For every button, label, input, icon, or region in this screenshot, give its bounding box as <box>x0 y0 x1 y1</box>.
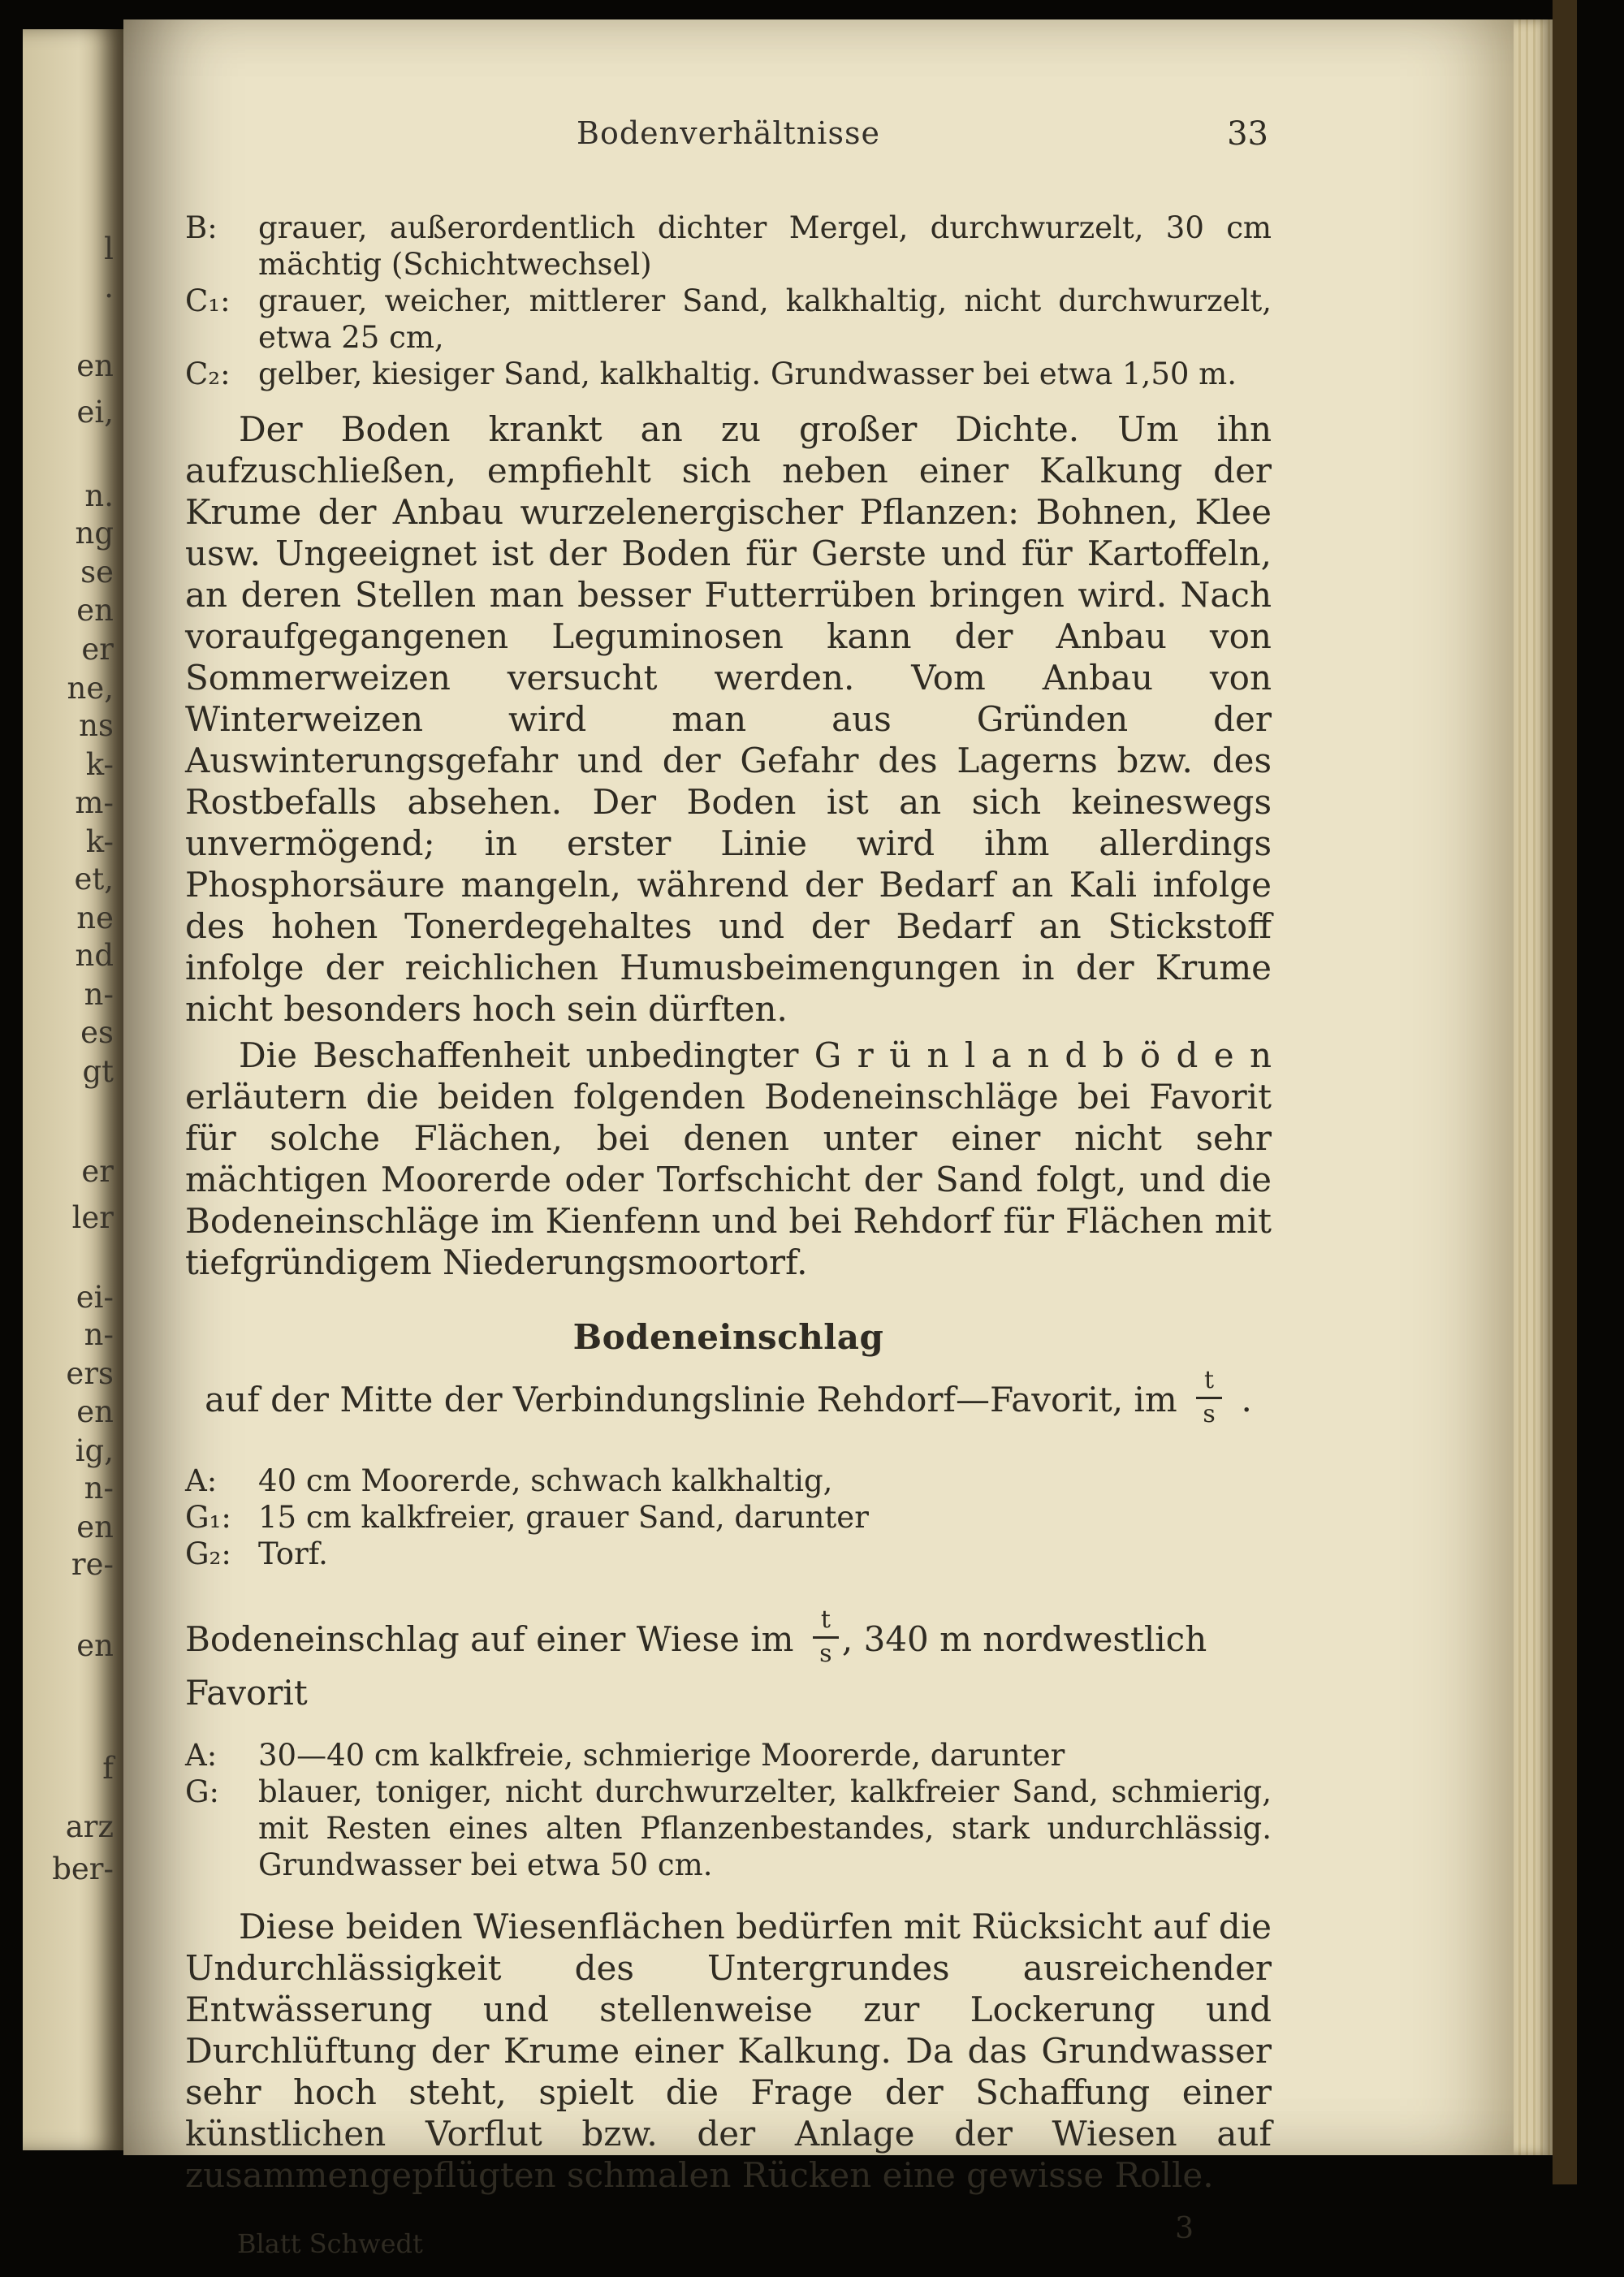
cutoff-line-fragment: se <box>80 555 114 590</box>
cutoff-line-fragment: en <box>76 1394 114 1429</box>
section-heading-wiese <box>185 1605 1272 1713</box>
cutoff-line-fragment: er <box>81 1154 114 1189</box>
running-head: Bodenverhältnisse <box>577 115 880 151</box>
cutoff-line-fragment: nd <box>75 938 114 973</box>
paragraph-drainage: Diese beiden Wiesenflächen bedürfen mit Rücksicht auf die Undurchlässigkeit des Untergrundes ausreichender Entwässerung und stellenweise zur Lockerung und Durchlüftung der Krume einer Kalkung. Da das Grundwasser sehr hoch steht, spielt die Frage der Schaffung einer künstlichen Vorflut bzw. der Anlage der Wiesen auf zusammengepflügten schmalen Rücken eine gewisse Rolle. <box>185 1907 1272 2195</box>
list-item-text: grauer, außerordentlich dichter Mergel, durchwurzelt, 30 cm mächtig (Schichtwechsel) <box>258 210 1272 282</box>
list-item <box>185 1774 1272 1883</box>
cutoff-line-fragment: ler <box>71 1200 114 1235</box>
cutoff-line-fragment: ng <box>75 516 114 551</box>
list-item <box>185 1737 1272 1774</box>
wiese-heading-suffix: , 340 m nordwestlich Favorit <box>185 1619 1207 1713</box>
cover-edge <box>1553 0 1577 2184</box>
list-item-label: B: <box>185 210 218 245</box>
list-item-text: 15 cm kalkfreier, grauer Sand, darunter <box>258 1500 869 1535</box>
fraction-t-over-s <box>813 1606 839 1668</box>
list-item-text: blauer, toniger, nicht durchwurzelter, kalkfreier Sand, schmierig, mit Resten eines alten Pflanzenbestandes, stark undurchlässig. Grundwasser bei etwa 50 cm. <box>258 1774 1272 1882</box>
list-item <box>185 1463 1272 1499</box>
section-subtitle <box>185 1366 1272 1433</box>
cutoff-line-fragment: k- <box>85 747 114 782</box>
paragraph-gruenland: Die Beschaffenheit unbedingter G r ü n l a n d b ö d e n erläutern die beiden folgenden Bodeneinschläge bei Favorit für solche Flächen, bei denen unter einer nicht sehr mächtigen Moorerde oder Torfschicht der Sand folgt, und die Bodeneinschläge im Kienfenn und bei Rehdorf für Flächen mit tiefgründigem Niederungsmoortorf. <box>185 1035 1272 1282</box>
cutoff-line-fragment: n- <box>84 1317 114 1352</box>
cutoff-line-fragment: en <box>76 593 114 628</box>
list-item-text: 30—40 cm kalkfreie, schmierige Moorerde, darunter <box>258 1738 1065 1773</box>
paragraph-soil-treatment: Der Boden krankt an zu großer Dichte. Um ihn aufzuschließen, empfiehlt sich neben einer Kalkung der Krume der Anbau wurzelenergischer Pflanzen: Bohnen, Klee usw. Ungeeignet ist der Boden für Gerste und für Kartoffeln, an deren Stellen man besser Futterrüben bringen wird. Nach voraufgegangenen Leguminosen kann der Anbau von Sommerweizen versucht werden. Vom Anbau von Winterweizen wird man aus Gründen der Auswinterungsgefahr und der Gefahr des Lagerns bzw. des Rostbefalls absehen. Der Boden ist an sich keineswegs unvermögend; in erster Linie wird ihm allerdings Phosphorsäure mangeln, während der Bedarf an Kali infolge des hohen Tonerdegehaltes und der Bedarf an Stickstoff infolge der reichlichen Humusbeimengungen in der Krume nicht besonders hoch sein dürften. <box>185 409 1272 1029</box>
cutoff-line-fragment: n- <box>84 977 114 1012</box>
subtitle-text: auf der Mitte der Verbindungslinie Rehdorf—Favorit, im <box>205 1380 1177 1419</box>
page-stack-edge <box>1514 19 1553 2155</box>
cutoff-line-fragment: ei, <box>76 395 114 430</box>
cutoff-line-fragment: . <box>104 270 114 305</box>
text-column <box>185 19 1272 2259</box>
page-footer <box>185 2212 1272 2277</box>
fraction-t-over-s <box>1196 1367 1222 1428</box>
cutoff-line-fragment: k- <box>85 824 114 859</box>
list-item-text: 40 cm Moorerde, schwach kalkhaltig, <box>258 1463 833 1498</box>
cutoff-line-fragment: n. <box>84 478 114 513</box>
cutoff-line-fragment: er <box>81 632 114 667</box>
list-item-label: C₁: <box>185 283 231 318</box>
list-item-text: Torf. <box>258 1536 328 1571</box>
cutoff-line-fragment: re- <box>71 1547 114 1582</box>
list-item <box>185 1499 1272 1536</box>
cutoff-line-fragment: en <box>76 1628 114 1663</box>
cutoff-line-fragment: n- <box>84 1471 114 1506</box>
fraction-denominator: s <box>1203 1399 1216 1428</box>
footer-signature: Blatt Schwedt <box>237 2228 423 2259</box>
list-item <box>185 210 1272 283</box>
cutoff-line-fragment: es <box>80 1015 114 1050</box>
list-item <box>185 356 1272 392</box>
cutoff-line-fragment: arz <box>65 1809 114 1844</box>
cutoff-line-fragment: gt <box>82 1054 114 1089</box>
cutoff-line-fragment: ber- <box>52 1851 114 1886</box>
wiese-heading-text: Bodeneinschlag auf einer Wiese im <box>185 1619 794 1659</box>
cutoff-line-fragment: m- <box>75 785 114 820</box>
list-item-label: G₁: <box>185 1500 231 1535</box>
cutoff-line-fragment: f <box>102 1751 114 1786</box>
list-item-label: A: <box>185 1463 218 1498</box>
cutoff-line-fragment: en <box>76 348 114 383</box>
list-item-text: gelber, kiesiger Sand, kalkhaltig. Grundwasser bei etwa 1,50 m. <box>258 356 1237 391</box>
soil-profile-list-wiese <box>185 1737 1272 1883</box>
list-item-label: G: <box>185 1774 220 1809</box>
soil-profile-list-mitte <box>185 1463 1272 1572</box>
previous-page-edge <box>23 29 123 2150</box>
cutoff-line-fragment: ns <box>79 708 114 743</box>
cutoff-line-fragment: en <box>76 1510 114 1545</box>
cutoff-line-fragment: ne <box>76 901 114 935</box>
list-item-label: A: <box>185 1738 218 1773</box>
list-item-text: grauer, weicher, mittlerer Sand, kalkhaltig, nicht durchwurzelt, etwa 25 cm, <box>258 283 1272 355</box>
list-item-label: C₂: <box>185 356 231 391</box>
page-number: 33 <box>1227 115 1268 153</box>
book-page <box>123 19 1514 2259</box>
cutoff-line-fragment: et, <box>74 862 114 897</box>
list-item-label: G₂: <box>185 1536 231 1571</box>
soil-profile-list-top <box>185 210 1272 392</box>
section-heading-bodeneinschlag: Bodeneinschlag <box>572 1317 884 1357</box>
cutoff-line-fragment: ne, <box>67 671 114 706</box>
fraction-numerator: t <box>813 1606 839 1639</box>
cutoff-line-fragment: l <box>104 231 114 266</box>
fraction-denominator: s <box>819 1639 832 1668</box>
cutoff-line-fragment: ers <box>66 1356 114 1391</box>
subtitle-period: . <box>1241 1380 1252 1419</box>
fraction-numerator: t <box>1196 1367 1222 1399</box>
cutoff-line-fragment: ig, <box>75 1433 114 1468</box>
list-item <box>185 283 1272 356</box>
sheet-number: 3 <box>1175 2212 1194 2245</box>
cutoff-line-fragment: ei- <box>76 1280 114 1315</box>
list-item <box>185 1536 1272 1572</box>
page-header <box>185 115 1272 159</box>
